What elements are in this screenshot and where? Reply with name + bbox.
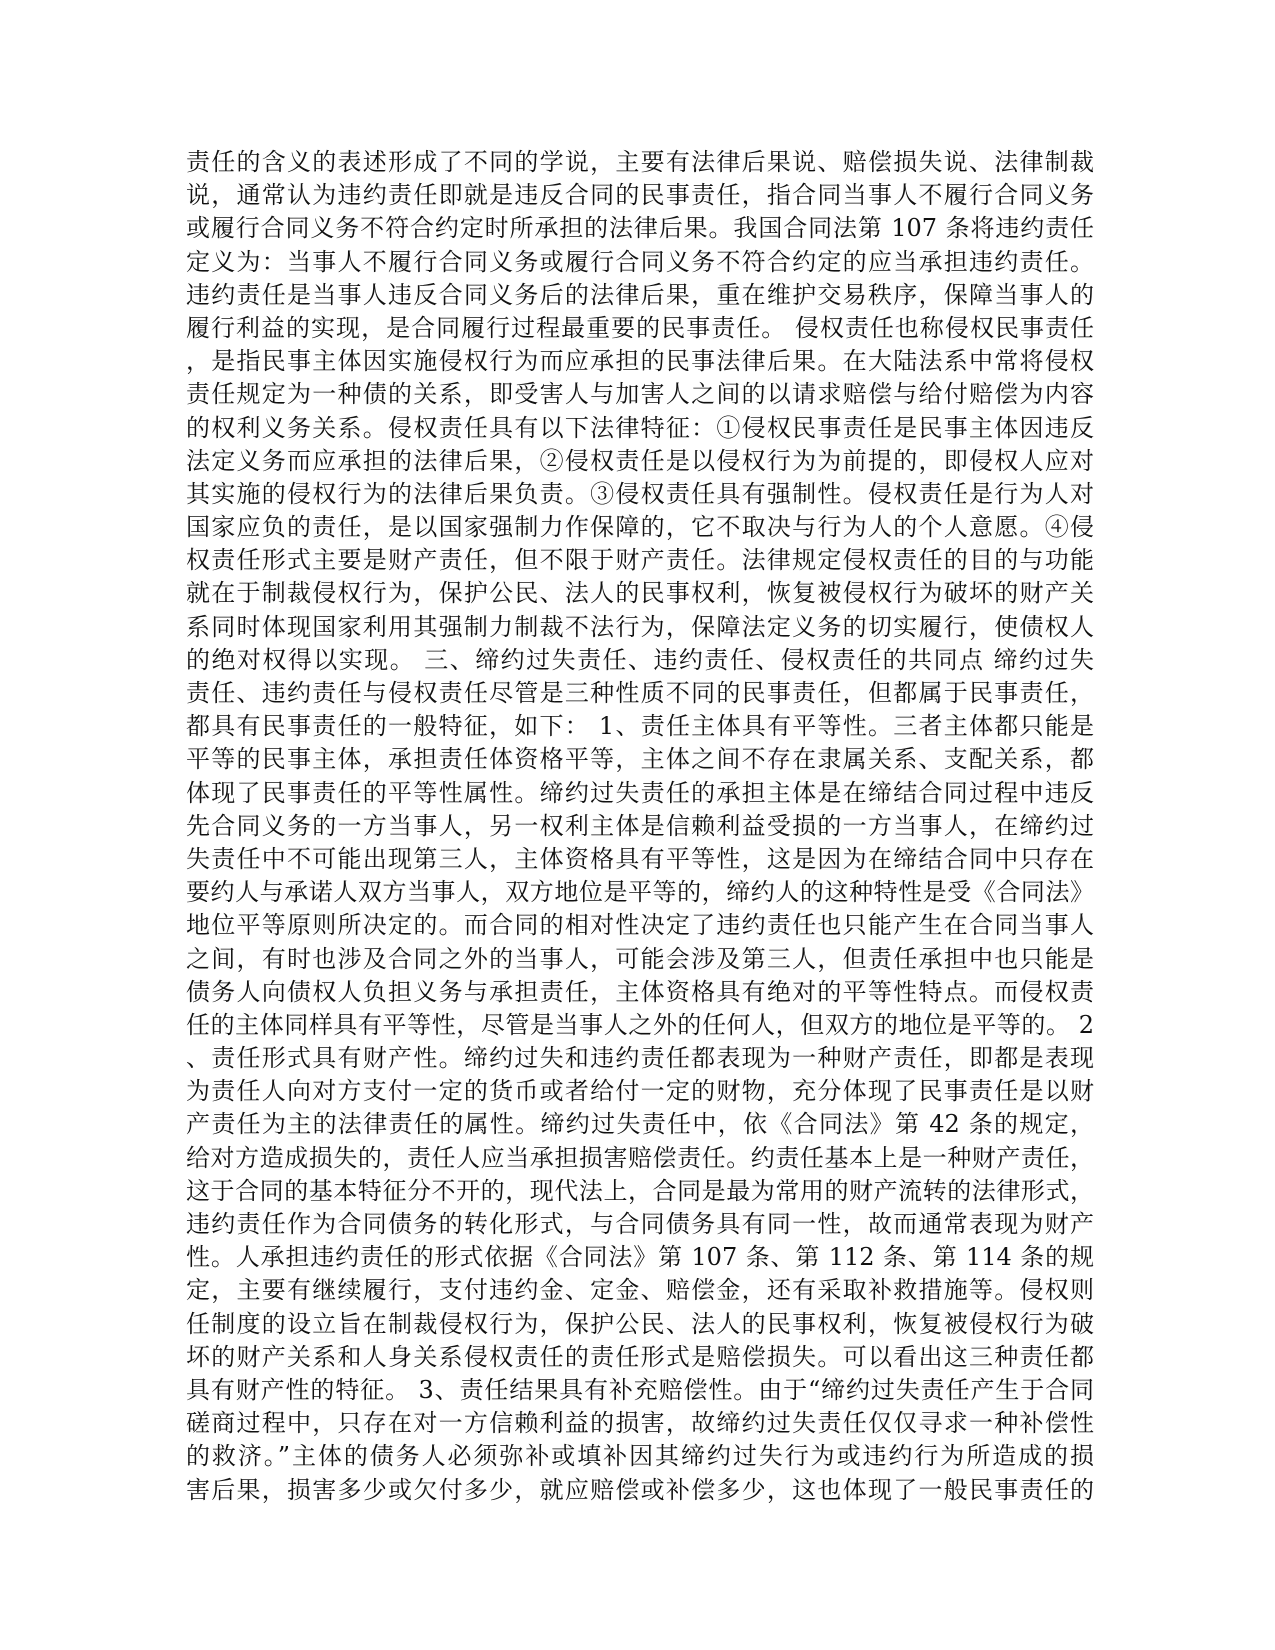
text-line: 责任的含义的表述形成了不同的学说，主要有法律后果说、赔偿损失说、法律制裁 bbox=[186, 148, 1094, 176]
text-line: 为责任人向对方支付一定的货币或者给付一定的财物，充分体现了民事责任是以财 bbox=[186, 1077, 1094, 1106]
text-line: 性。人承担违约责任的形式依据《合同法》第 107 条、第 112 条、第 114 条的规 bbox=[186, 1243, 1094, 1272]
text-line: 说，通常认为违约责任即就是违反合同的民事责任，指合同当事人不履行合同义务 bbox=[186, 181, 1094, 210]
text-line: 债务人向债权人负担义务与承担责任，主体资格具有绝对的平等性特点。而侵权责 bbox=[186, 977, 1094, 1006]
text-line: 体现了民事责任的平等性属性。缔约过失责任的承担主体是在缔结合同过程中违反 bbox=[186, 778, 1094, 807]
text-line: 的救济。”主体的债务人必须弥补或填补因其缔约过失行为或违约行为所造成的损 bbox=[186, 1442, 1094, 1471]
text-line: 这于合同的基本特征分不开的，现代法上，合同是最为常用的财产流转的法律形式， bbox=[186, 1176, 1094, 1205]
text-line: 害后果，损害多少或欠付多少，就应赔偿或补偿多少，这也体现了一般民事责任的 bbox=[186, 1475, 1094, 1504]
body-text bbox=[186, 146, 1094, 1507]
text-line: 履行利益的实现，是合同履行过程最重要的民事责任。 侵权责任也称侵权民事责任 bbox=[186, 313, 1094, 342]
text-line: 责任、违约责任与侵权责任尽管是三种性质不同的民事责任，但都属于民事责任， bbox=[186, 679, 1094, 707]
text-line: 之间，有时也涉及合同之外的当事人，可能会涉及第三人，但责任承担中也只能是 bbox=[186, 944, 1094, 973]
text-line: ，是指民事主体因实施侵权行为而应承担的民事法律后果。在大陆法系中常将侵权 bbox=[186, 347, 1094, 376]
text-line: 责任规定为一种债的关系，即受害人与加害人之间的以请求赔偿与给付赔偿为内容 bbox=[186, 380, 1094, 409]
text-line: 任的主体同样具有平等性，尽管是当事人之外的任何人，但双方的地位是平等的。 2 bbox=[186, 1010, 1094, 1039]
text-line: 定义为：当事人不履行合同义务或履行合同义务不符合约定的应当承担违约责任。 bbox=[186, 247, 1094, 276]
text-line: 其实施的侵权行为的法律后果负责。③侵权责任具有强制性。侵权责任是行为人对 bbox=[186, 479, 1094, 508]
text-line: 法定义务而应承担的法律后果，②侵权责任是以侵权行为为前提的，即侵权人应对 bbox=[186, 446, 1094, 475]
text-line: 失责任中不可能出现第三人，主体资格具有平等性，这是因为在缔结合同中只存在 bbox=[186, 844, 1094, 873]
text-line: 平等的民事主体，承担责任体资格平等，主体之间不存在隶属关系、支配关系，都 bbox=[186, 745, 1094, 774]
text-line: 具有财产性的特征。 3、责任结果具有补充赔偿性。由于“缔约过失责任产生于合同 bbox=[186, 1375, 1094, 1404]
text-line: 定，主要有继续履行，支付违约金、定金、赔偿金，还有采取补救措施等。侵权则 bbox=[186, 1276, 1094, 1305]
text-line: 的绝对权得以实现。 三、缔约过失责任、违约责任、侵权责任的共同点 缔约过失 bbox=[186, 645, 1094, 674]
text-line: 先合同义务的一方当事人，另一权利主体是信赖利益受损的一方当事人，在缔约过 bbox=[186, 811, 1094, 840]
text-line: 任制度的设立旨在制裁侵权行为，保护公民、法人的民事权利，恢复被侵权行为破 bbox=[186, 1309, 1094, 1338]
text-line: 地位平等原则所决定的。而合同的相对性决定了违约责任也只能产生在合同当事人 bbox=[186, 911, 1094, 940]
text-line: 磋商过程中，只存在对一方信赖利益的损害，故缔约过失责任仅仅寻求一种补偿性 bbox=[186, 1409, 1094, 1438]
text-line: 违约责任作为合同债务的转化形式，与合同债务具有同一性，故而通常表现为财产 bbox=[186, 1210, 1094, 1238]
text-line: 国家应负的责任，是以国家强制力作保障的，它不取决与行为人的个人意愿。④侵 bbox=[186, 513, 1094, 542]
text-line: 都具有民事责任的一般特征，如下： 1、责任主体具有平等性。三者主体都只能是 bbox=[186, 712, 1094, 741]
text-line: 产责任为主的法律责任的属性。缔约过失责任中，依《合同法》第 42 条的规定， bbox=[186, 1110, 1094, 1139]
text-line: 坏的财产关系和人身关系侵权责任的责任形式是赔偿损失。可以看出这三种责任都 bbox=[186, 1342, 1094, 1371]
text-line: 给对方造成损失的，责任人应当承担损害赔偿责任。约责任基本上是一种财产责任， bbox=[186, 1143, 1094, 1172]
text-line: 或履行合同义务不符合约定时所承担的法律后果。我国合同法第 107 条将违约责任 bbox=[186, 214, 1094, 243]
text-line: 要约人与承诺人双方当事人，双方地位是平等的，缔约人的这种特性是受《合同法》 bbox=[186, 878, 1094, 907]
text-line: 就在于制裁侵权行为，保护公民、法人的民事权利，恢复被侵权行为破坏的财产关 bbox=[186, 579, 1094, 608]
text-line: 的权利义务关系。侵权责任具有以下法律特征：①侵权民事责任是民事主体因违反 bbox=[186, 413, 1094, 442]
text-line: 违约责任是当事人违反合同义务后的法律后果，重在维护交易秩序，保障当事人的 bbox=[186, 280, 1094, 309]
text-line: 系同时体现国家利用其强制力制裁不法行为，保障法定义务的切实履行，使债权人 bbox=[186, 612, 1094, 641]
text-line: 权责任形式主要是财产责任，但不限于财产责任。法律规定侵权责任的目的与功能 bbox=[186, 546, 1094, 575]
text-line: 、责任形式具有财产性。缔约过失和违约责任都表现为一种财产责任，即都是表现 bbox=[186, 1044, 1094, 1073]
